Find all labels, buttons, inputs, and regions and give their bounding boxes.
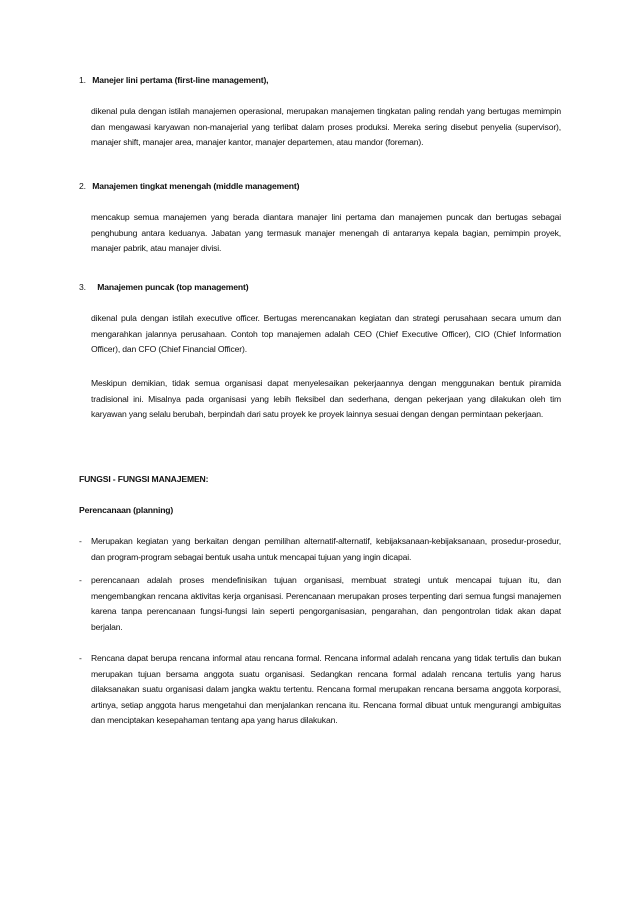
bullet-text: Rencana dapat berupa rencana informal atau rencana formal. Rencana informal adalah rencana yang tidak tertulis dan bukan merupakan tujuan bersama anggota suatu organisasi. Sedangkan rencana formal adalah rencana tertulis yang harus dilaksanakan suatu organisasi dalam jangka waktu tertentu. Rencana formal merupakan rencana bersama anggota korporasi, artinya, setiap anggota harus mengetahui dan menjalankan rencana itu. Rencana formal dibuat untuk mengurangi ambiguitas dan menciptakan kesepahaman tentang apa yang harus dilakukan. <box>91 653 561 726</box>
bullet-dash: - <box>79 575 82 585</box>
paragraph: Meskipun demikian, tidak semua organisasi dapat menyelesaikan pekerjaannya dengan menggunakan bentuk piramida tradisional ini. Misalnya pada organisasi yang lebih fleksibel dan sederhana, dengan pekerjaan yang dilakukan oleh tim karyawan yang selalu berubah, berpindah dari satu proyek ke proyek lainnya sesuai dengan dengan permintaan pekerjaan. <box>91 378 561 420</box>
section-title: FUNGSI - FUNGSI MANAJEMEN: <box>79 474 209 484</box>
list-number: 3. <box>79 282 86 292</box>
heading-text: Manejer lini pertama (first-line management), <box>92 75 269 85</box>
paragraph: dikenal pula dengan istilah manajemen operasional, merupakan manajemen tingkatan paling rendah yang bertugas memimpin dan mengawasi karyawan non-manajerial yang terlibat dalam proses produksi. Mereka sering disebut penyelia (supervisor), manajer shift, manajer area, manajer kantor, manajer departemen, atau mandor (foreman). <box>91 106 561 148</box>
bullet-item <box>79 573 561 637</box>
heading-text: Manajemen puncak (top management) <box>97 282 249 292</box>
list-item-2-heading <box>79 179 299 195</box>
list-item-3-heading <box>79 280 248 296</box>
list-number: 2. <box>79 181 86 191</box>
heading-text: Manajemen tingkat menengah (middle management) <box>92 181 300 191</box>
list-item-1-heading <box>79 73 268 89</box>
bullet-text: Merupakan kegiatan yang berkaitan dengan pemilihan alternatif-alternatif, kebijaksanaan-kebijaksanaan, prosedur-prosedur, dan program-program sebagai bentuk usaha untuk mencapai tujuan yang ingin dicapai. <box>91 536 561 562</box>
bullet-dash: - <box>79 653 82 663</box>
bullet-dash: - <box>79 536 82 546</box>
paragraph: dikenal pula dengan istilah executive officer. Bertugas merencanakan kegiatan dan strategi perusahaan secara umum dan mengarahkan jalannya perusahaan. Contoh top manajemen adalah CEO (Chief Executive Officer), CIO (Chief Information Officer), dan CFO (Chief Financial Officer). <box>91 313 561 355</box>
list-number: 1. <box>79 75 86 85</box>
paragraph: mencakup semua manajemen yang berada diantara manajer lini pertama dan manajemen puncak dan bertugas sebagai penghubung antara keduanya. Jabatan yang termasuk manajer menengah di antaranya kepala bagian, pemimpin proyek, manajer pabrik, atau manajer divisi. <box>91 212 561 254</box>
bullet-item <box>79 651 561 761</box>
section-subtitle: Perencanaan (planning) <box>79 505 174 515</box>
bullet-item <box>79 534 561 566</box>
bullet-text: perencanaan adalah proses mendefinisikan tujuan organisasi, membuat strategi untuk mencapai tujuan itu, dan mengembangkan rencana aktivitas kerja organisasi. Perencanaan merupakan proses terpenting dari semua fungsi manajemen karena tanpa perencanaan fungsi-fungsi lain seperti pengorganisasian, pengarahan, dan pengontrolan tidak akan dapat berjalan. <box>91 575 561 632</box>
